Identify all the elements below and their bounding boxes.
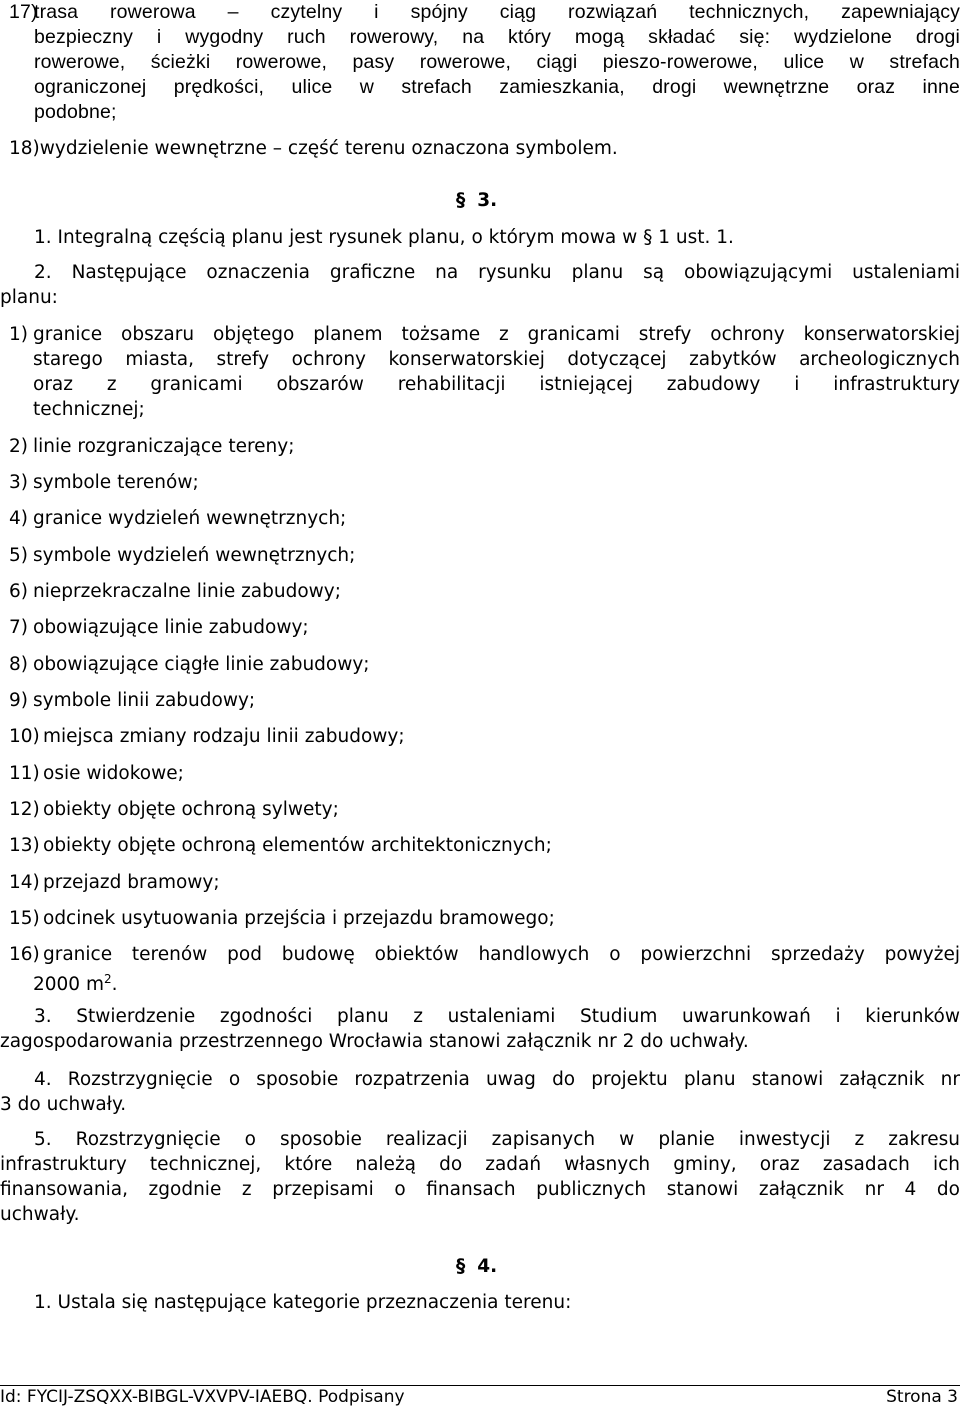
paragraph-3-1: 1. Integralną częścią planu jest rysunek planu, o którym mowa w § 1 ust. 1. <box>34 227 734 248</box>
item-number: 9) <box>9 690 28 711</box>
item-number: 4) <box>9 508 28 529</box>
list-item-2 <box>9 434 960 459</box>
section-number: 4. <box>477 1256 498 1277</box>
list-item-17 <box>0 0 960 125</box>
text-line: 2. Następujące oznaczenia graficzne na rysunku planu są obowiązującymi ustaleniami <box>34 262 960 283</box>
list-item-3 <box>9 470 960 495</box>
text-line: granice obszaru objętego planem tożsame z granicami strefy ochrony konserwatorskiej <box>33 324 960 345</box>
item-number: 15) <box>9 908 40 929</box>
text-line: granice terenów pod budowę obiektów handlowych o powierzchni sprzedaży powyżej <box>43 944 960 965</box>
text-line: bezpieczny i wygodny ruch rowerowy, na który mogą składać się: wydzielone drogi <box>34 26 960 48</box>
item-number: 5) <box>9 545 28 566</box>
item-text: obiekty objęte ochroną elementów architektonicznych; <box>43 835 552 856</box>
item-number: 18) <box>9 138 40 159</box>
paragraph-3-5 <box>0 1127 960 1227</box>
list-item-7 <box>9 615 960 640</box>
item-text: osie widokowe; <box>43 763 184 784</box>
text-line: 4. Rozstrzygnięcie o sposobie rozpatrzenia uwag do projektu planu stanowi załącznik nr <box>34 1069 960 1090</box>
text-line: zagospodarowania przestrzennego Wrocławia stanowi załącznik nr 2 do uchwały. <box>0 1031 749 1052</box>
item-text: przejazd bramowy; <box>43 872 220 893</box>
text-line: 5. Rozstrzygnięcie o sposobie realizacji zapisanych w planie inwestycji z zakresu <box>34 1129 960 1150</box>
text-line: podobne; <box>34 101 117 123</box>
item-number: 13) <box>9 835 40 856</box>
list-item-13 <box>9 833 960 858</box>
paragraph-3-4 <box>0 1067 960 1117</box>
text-line: starego miasta, strefy ochrony konserwatorskiej dotyczącej zabytków archeologicznych <box>33 349 960 370</box>
text-line <box>33 967 960 997</box>
paragraph-3-2 <box>0 260 960 310</box>
item-number: 2) <box>9 436 28 457</box>
item-text <box>34 0 960 125</box>
text-line: ograniczonej prędkości, ulice w strefach zamieszkania, drogi wewnętrzne oraz inne <box>34 76 960 98</box>
item-number: 3) <box>9 472 28 493</box>
document-id: Id: FYCIJ-ZSQXX-BIBGL-VXVPV-IAEBQ. Podpisany <box>0 1387 405 1407</box>
list-item-11 <box>9 761 960 786</box>
item-number: 7) <box>9 617 28 638</box>
list-item-6 <box>9 579 960 604</box>
item-number: 1) <box>9 324 28 345</box>
list-item-1 <box>9 322 960 422</box>
list-item-4 <box>9 506 960 531</box>
item-number: 17) <box>9 1 38 23</box>
list-item-15 <box>9 906 960 931</box>
text-line: uchwały. <box>0 1204 80 1225</box>
item-text: wydzielenie wewnętrzne – część terenu oznaczona symbolem. <box>39 138 618 159</box>
item-text: obowiązujące linie zabudowy; <box>33 617 309 638</box>
item-text: symbole linii zabudowy; <box>33 690 256 711</box>
item-number: 11) <box>9 763 40 784</box>
section-heading-3 <box>456 188 497 213</box>
superscript: 2 <box>103 972 112 986</box>
item-text: obiekty objęte ochroną sylwety; <box>43 799 339 820</box>
item-text: odcinek usytuowania przejścia i przejazdu bramowego; <box>43 908 555 929</box>
list-item-10 <box>9 724 960 749</box>
list-item-5 <box>9 543 960 568</box>
paragraph-3-3 <box>0 1004 960 1054</box>
item-text: symbole terenów; <box>33 472 199 493</box>
item-text: obowiązujące ciągłe linie zabudowy; <box>33 654 370 675</box>
item-number: 14) <box>9 872 40 893</box>
section-heading-4 <box>456 1254 497 1279</box>
item-text: nieprzekraczalne linie zabudowy; <box>33 581 341 602</box>
item-number: 8) <box>9 654 28 675</box>
item-text: symbole wydzieleń wewnętrznych; <box>33 545 356 566</box>
section-number: 3. <box>477 190 498 211</box>
item-text <box>33 942 960 997</box>
item-number: 6) <box>9 581 28 602</box>
text-line: oraz z granicami obszarów rehabilitacji istniejącej zabudowy i infrastruktury <box>33 374 960 395</box>
item-number: 10) <box>9 726 40 747</box>
page-number: Strona 3 <box>886 1387 958 1407</box>
list-item-14 <box>9 870 960 895</box>
section-symbol: § <box>456 190 466 211</box>
item-text: granice wydzieleń wewnętrznych; <box>33 508 347 529</box>
text-line: infrastruktury technicznej, które należą do zadań własnych gminy, oraz zasadach ich <box>0 1154 960 1175</box>
text-line: finansowania, zgodnie z przepisami o finansach publicznych stanowi załącznik nr 4 do <box>0 1179 960 1200</box>
text-line: technicznej; <box>33 399 145 420</box>
text-line: trasa rowerowa – czytelny i spójny ciąg rozwiązań technicznych, zapewniający <box>34 1 960 23</box>
text-line: 3. Stwierdzenie zgodności planu z ustaleniami Studium uwarunkowań i kierunków <box>34 1006 960 1027</box>
area-value: 2000 m <box>33 974 104 995</box>
list-item-9 <box>9 688 960 713</box>
paragraph-4-1: 1. Ustala się następujące kategorie przeznaczenia terenu: <box>34 1292 572 1313</box>
list-item-8 <box>9 652 960 677</box>
list-item-18 <box>9 136 618 161</box>
text-line: 3 do uchwały. <box>0 1094 127 1115</box>
punctuation: . <box>111 974 118 995</box>
item-number: 16) <box>9 944 40 965</box>
list-item-12 <box>9 797 960 822</box>
list-item-16 <box>9 942 960 997</box>
item-text <box>33 322 960 422</box>
item-text: linie rozgraniczające tereny; <box>33 436 295 457</box>
item-text: miejsca zmiany rodzaju linii zabudowy; <box>43 726 405 747</box>
item-number: 12) <box>9 799 40 820</box>
text-line: planu: <box>0 287 58 308</box>
section-symbol: § <box>456 1256 466 1277</box>
text-line: rowerowe, ścieżki rowerowe, pasy rowerowe, ciągi pieszo-rowerowe, ulice w strefach <box>34 51 960 73</box>
